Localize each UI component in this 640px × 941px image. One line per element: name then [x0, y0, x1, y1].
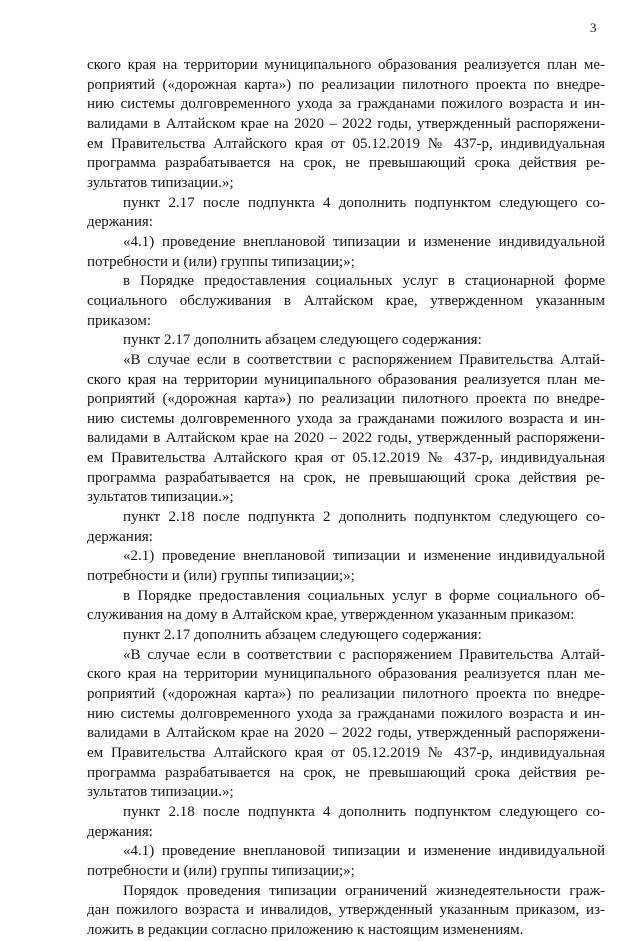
- text-line: программа разрабатывается на срок, не превышающий срока действия ре-: [87, 764, 605, 781]
- text-line: пункт 2.17 дополнить абзацем следующего содержания:: [123, 332, 482, 349]
- text-line: зультатов типизации.»;: [87, 174, 234, 191]
- text-line: ского края на территории муниципального образования реализуется план ме-: [87, 666, 605, 683]
- text-line: пункт 2.17 после подпункта 4 дополнить подпунктом следующего со-: [123, 194, 605, 211]
- text-line: в Порядке предоставления социальных услуг в стационарной форме: [123, 273, 605, 290]
- text-line: ского края на территории муниципального образования реализуется план ме-: [87, 57, 605, 73]
- text-line: держания:: [87, 823, 153, 840]
- document-body: [87, 56, 605, 941]
- text-line: роприятий («дорожная карта») по реализации пилотного проекта по внедре-: [87, 391, 605, 408]
- text-line: держания:: [87, 214, 153, 231]
- text-line: нию системы долговременного ухода за гражданами пожилого возраста и ин-: [87, 96, 605, 113]
- text-line: Порядок проведения типизации ограничений жизнедеятельности граж-: [123, 882, 605, 899]
- text-line: ем Правительства Алтайского края от 05.12.2019 № 437-р, индивидуальная: [87, 744, 605, 761]
- text-line: «2.1) проведение внеплановой типизации и изменение индивидуальной: [123, 548, 605, 565]
- text-line: потребности и (или) группы типизации;»;: [87, 568, 355, 585]
- text-line: приказом:: [87, 312, 151, 329]
- text-line: валидами в Алтайском крае на 2020 – 2022 годы, утвержденный распоряжени-: [87, 430, 605, 447]
- text-line: «4.1) проведение внеплановой типизации и изменение индивидуальной: [123, 233, 605, 250]
- text-line: зультатов типизации.»;: [87, 784, 234, 801]
- text-line: нию системы долговременного ухода за гражданами пожилого возраста и ин-: [87, 705, 605, 722]
- text-line: «4.1) проведение внеплановой типизации и изменение индивидуальной: [123, 843, 605, 860]
- text-line: ского края на территории муниципального образования реализуется план ме-: [87, 371, 605, 388]
- text-line: держания:: [87, 528, 153, 545]
- text-line: зультатов типизации.»;: [87, 489, 234, 506]
- text-line: «В случае если в соответствии с распоряжением Правительства Алтай-: [123, 646, 605, 663]
- text-line: в Порядке предоставления социальных услуг в форме социального об-: [123, 587, 605, 604]
- text-line: валидами в Алтайском крае на 2020 – 2022 годы, утвержденный распоряжени-: [87, 725, 605, 742]
- text-line: дан пожилого возраста и инвалидов, утвержденный указанным приказом, из-: [87, 902, 605, 919]
- text-line: нию системы долговременного ухода за гражданами пожилого возраста и ин-: [87, 410, 605, 427]
- text-line: пункт 2.18 после подпункта 4 дополнить подпунктом следующего со-: [123, 803, 605, 820]
- page-number: 3: [590, 20, 597, 35]
- text-line: роприятий («дорожная карта») по реализации пилотного проекта по внедре-: [87, 686, 605, 702]
- text-line: ложить в редакции согласно приложению к настоящим изменениям.: [87, 921, 524, 938]
- text-line: пункт 2.18 после подпункта 2 дополнить подпунктом следующего со-: [123, 509, 605, 526]
- text-line: ем Правительства Алтайского края от 05.12.2019 № 437-р, индивидуальная: [87, 450, 605, 467]
- text-line: ем Правительства Алтайского края от 05.12.2019 № 437-р, индивидуальная: [87, 135, 605, 152]
- text-line: пункт 2.17 дополнить абзацем следующего содержания:: [123, 627, 482, 644]
- text-line: программа разрабатывается на срок, не превышающий срока действия ре-: [87, 155, 605, 172]
- text-line: служивания на дому в Алтайском крае, утвержденном указанным приказом:: [87, 607, 575, 624]
- text-line: «В случае если в соответствии с распоряжением Правительства Алтай-: [123, 351, 605, 368]
- text-line: роприятий («дорожная карта») по реализации пилотного проекта по внедре-: [87, 76, 605, 93]
- text-line: валидами в Алтайском крае на 2020 – 2022 годы, утвержденный распоряжени-: [87, 115, 605, 132]
- text-line: социального обслуживания в Алтайском крае, утвержденном указанным: [87, 292, 605, 309]
- text-line: программа разрабатывается на срок, не превышающий срока действия ре-: [87, 469, 605, 486]
- text-line: потребности и (или) группы типизации;»;: [87, 862, 355, 879]
- text-line: потребности и (или) группы типизации;»;: [87, 253, 355, 270]
